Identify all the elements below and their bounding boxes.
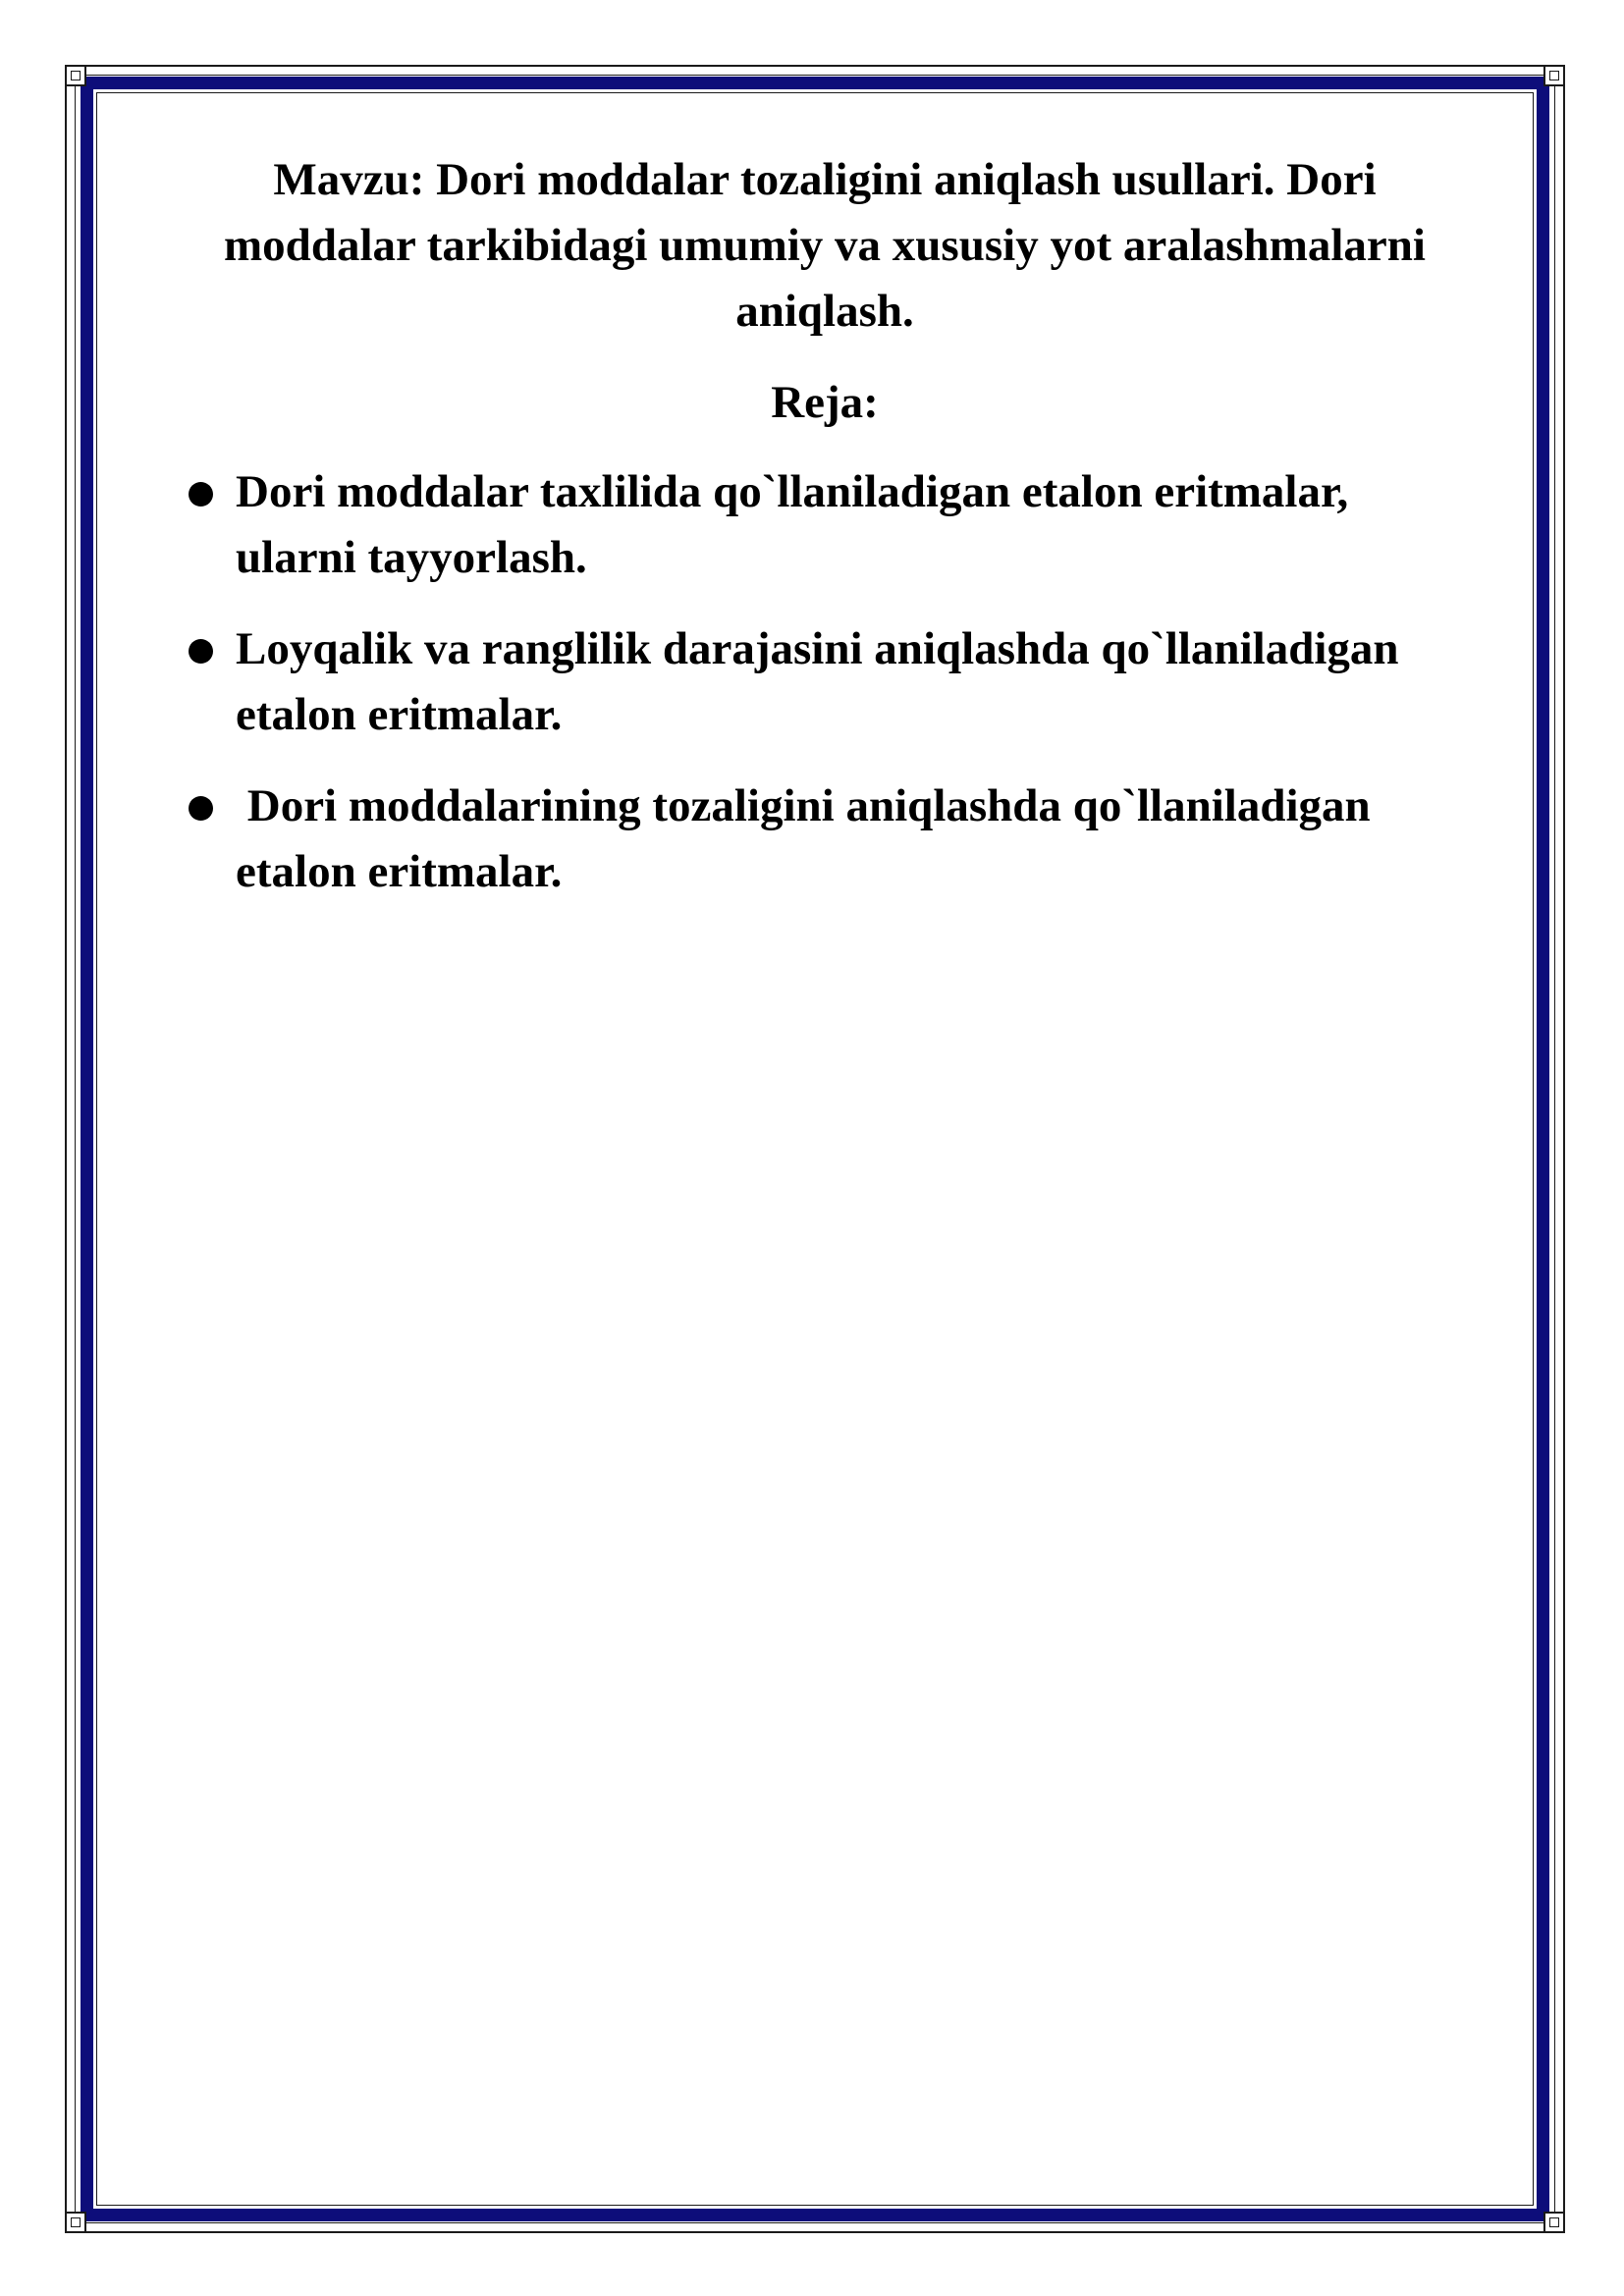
corner-ornament-top-left (65, 65, 86, 86)
list-item (177, 774, 1473, 905)
bullet-icon (189, 639, 213, 664)
corner-ornament-top-right (1543, 65, 1565, 86)
corner-ornament-bottom-left (65, 2212, 86, 2233)
plan-heading: Reja: (771, 377, 879, 428)
list-item (177, 459, 1473, 591)
list-item-text: Dori moddalarining tozaligini aniqlashda qo`llaniladigan etalon eritmalar. (236, 780, 1382, 897)
corner-ornament-bottom-right (1543, 2212, 1565, 2233)
bullet-icon (189, 482, 213, 507)
plan-list (177, 459, 1473, 905)
bullet-icon (189, 796, 213, 821)
list-item-text: Loyqalik va ranglilik darajasini aniqlashda qo`llaniladigan etalon eritmalar. (236, 623, 1399, 740)
list-item (177, 616, 1473, 748)
page-content (177, 147, 1473, 931)
document-title: Mavzu: Dori moddalar tozaligini aniqlash usullari. Dori moddalar tarkibidagi umumiy va xususiy yot aralashmalarni aniqlash. (224, 154, 1426, 337)
list-item-text: Dori moddalar taxlilida qo`llaniladigan etalon eritmalar, ularni tayyorlash. (236, 466, 1349, 583)
